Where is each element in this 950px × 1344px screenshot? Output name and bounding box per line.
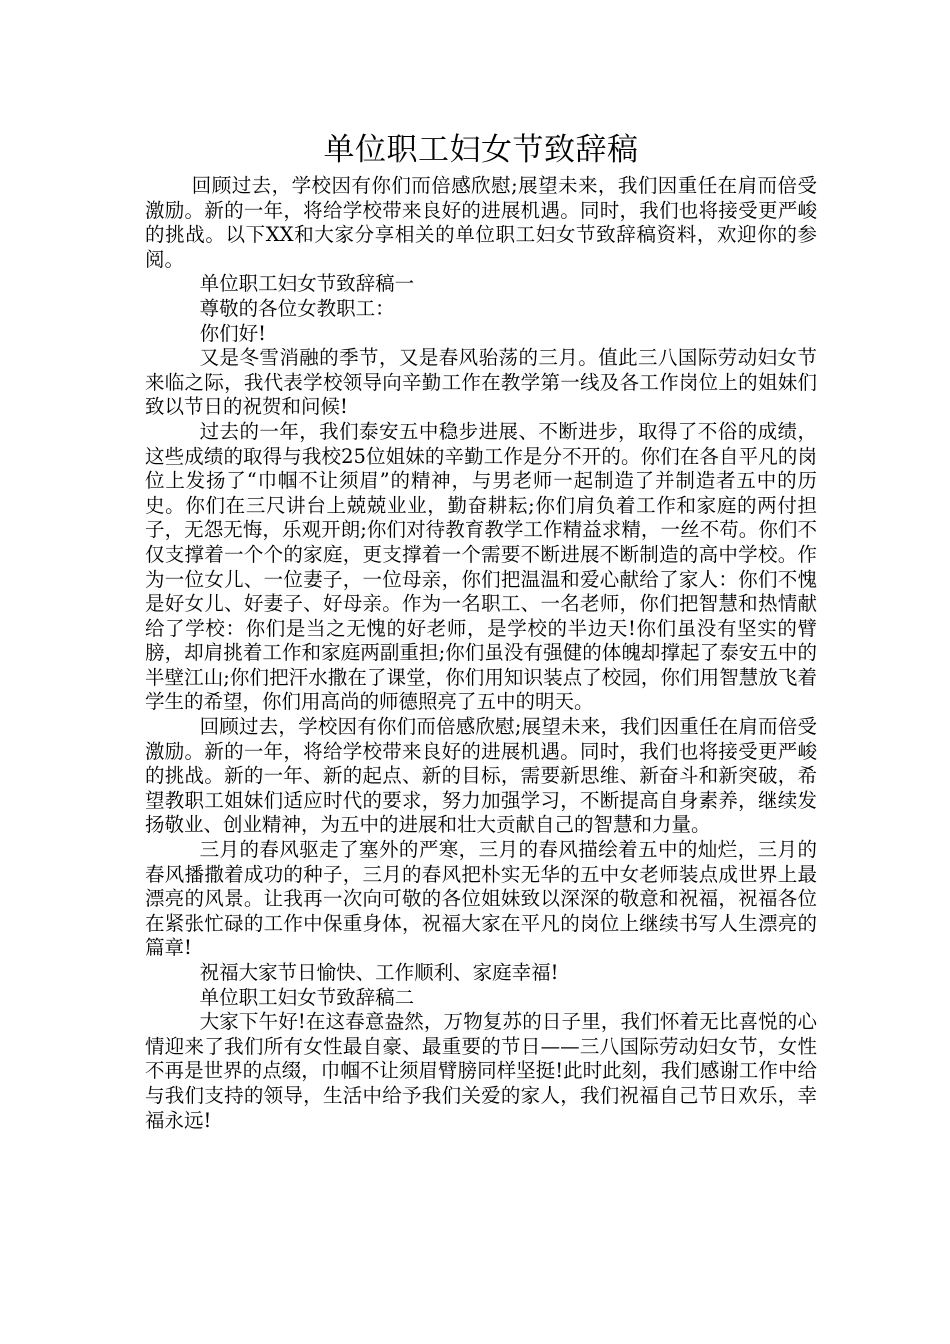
body-paragraph: 回顾过去，学校因有你们而倍感欣慰;展望未来，我们因重任在肩而倍受激励。新的一年，将给学校带来良好的进展机遇。同时，我们也将接受更严峻的挑战。新的一年、新的起点、新的目标，需要新思维、新奋斗和新突破，希望教职工姐妹们适应时代的要求，努力加强学习，不断提高自身素养，继续发扬敬业、创业精神，为五中的进展和壮大贡献自己的智慧和力量。 <box>145 715 817 837</box>
body-paragraph: 大家下午好!在这春意盎然，万物复苏的日子里，我们怀着无比喜悦的心情迎来了我们所有女性最自豪、最重要的节日——三八国际劳动妇女节，女性不再是世界的点缀，巾帼不让须眉臂膀同样坚挺!此时此刻，我们感谢工作中给与我们支持的领导，生活中给予我们关爱的家人，我们祝福自己节日欢乐，幸福永远! <box>145 1010 817 1132</box>
greeting: 你们好! <box>199 321 266 345</box>
intro-paragraph: 回顾过去，学校因有你们而倍感欣慰;展望未来，我们因重任在肩而倍受激励。新的一年，将给学校带来良好的进展机遇。同时，我们也将接受更严峻的挑战。以下XX和大家分享相关的单位职工妇女节致辞稿资料，欢迎你的参阅。 <box>145 174 817 271</box>
salutation: 尊敬的各位女教职工： <box>199 296 395 320</box>
body-paragraph: 三月的春风驱走了塞外的严寒，三月的春风描绘着五中的灿烂，三月的春风播撒着成功的种子，三月的春风把朴实无华的五中女老师装点成世界上最漂亮的风景。让我再一次向可敬的各位姐妹致以深深的敬意和祝福，祝福各位在紧张忙碌的工作中保重身体，祝福大家在平凡的岗位上继续书写人生漂亮的篇章! <box>145 838 817 960</box>
closing-wish: 祝福大家节日愉快、工作顺利、家庭幸福! <box>199 961 559 984</box>
document-body <box>145 128 817 1133</box>
section-heading-one: 单位职工妇女节致辞稿一 <box>199 272 415 296</box>
body-paragraph: 又是冬雪消融的季节，又是春风骀荡的三月。值此三八国际劳动妇女节来临之际，我代表学校领导向辛勤工作在教学第一线及各工作岗位上的姐妹们致以节日的祝贺和问候! <box>145 346 817 419</box>
document-title: 单位职工妇女节致辞稿 <box>323 132 639 168</box>
body-paragraph: 过去的一年，我们泰安五中稳步进展、不断进步，取得了不俗的成绩，这些成绩的取得与我校25位姐妹的辛勤工作是分不开的。你们在各自平凡的岗位上发扬了“巾帼不让须眉”的精神，与男老师一起制造了并制造者五中的历史。你们在三尺讲台上兢兢业业，勤奋耕耘;你们肩负着工作和家庭的两付担子，无怨无悔，乐观开朗;你们对待教育教学工作精益求精，一丝不苟。你们不仅支撑着一个个的家庭，更支撑着一个需要不断进展不断制造的高中学校。作为一位女儿、一位妻子，一位母亲，你们把温温和爱心献给了家人：你们不愧是好女儿、好妻子、好母亲。作为一名职工、一名老师，你们把智慧和热情献给了学校：你们是当之无愧的好老师，是学校的半边天!你们虽没有坚实的臂膀，却肩挑着工作和家庭两副重担;你们虽没有强健的体魄却撑起了泰安五中的半壁江山;你们把汗水撒在了课堂，你们用知识装点了校园，你们用智慧放飞着学生的希望，你们用高尚的师德照亮了五中的明天。 <box>145 419 817 714</box>
section-heading-two: 单位职工妇女节致辞稿二 <box>199 985 415 1009</box>
